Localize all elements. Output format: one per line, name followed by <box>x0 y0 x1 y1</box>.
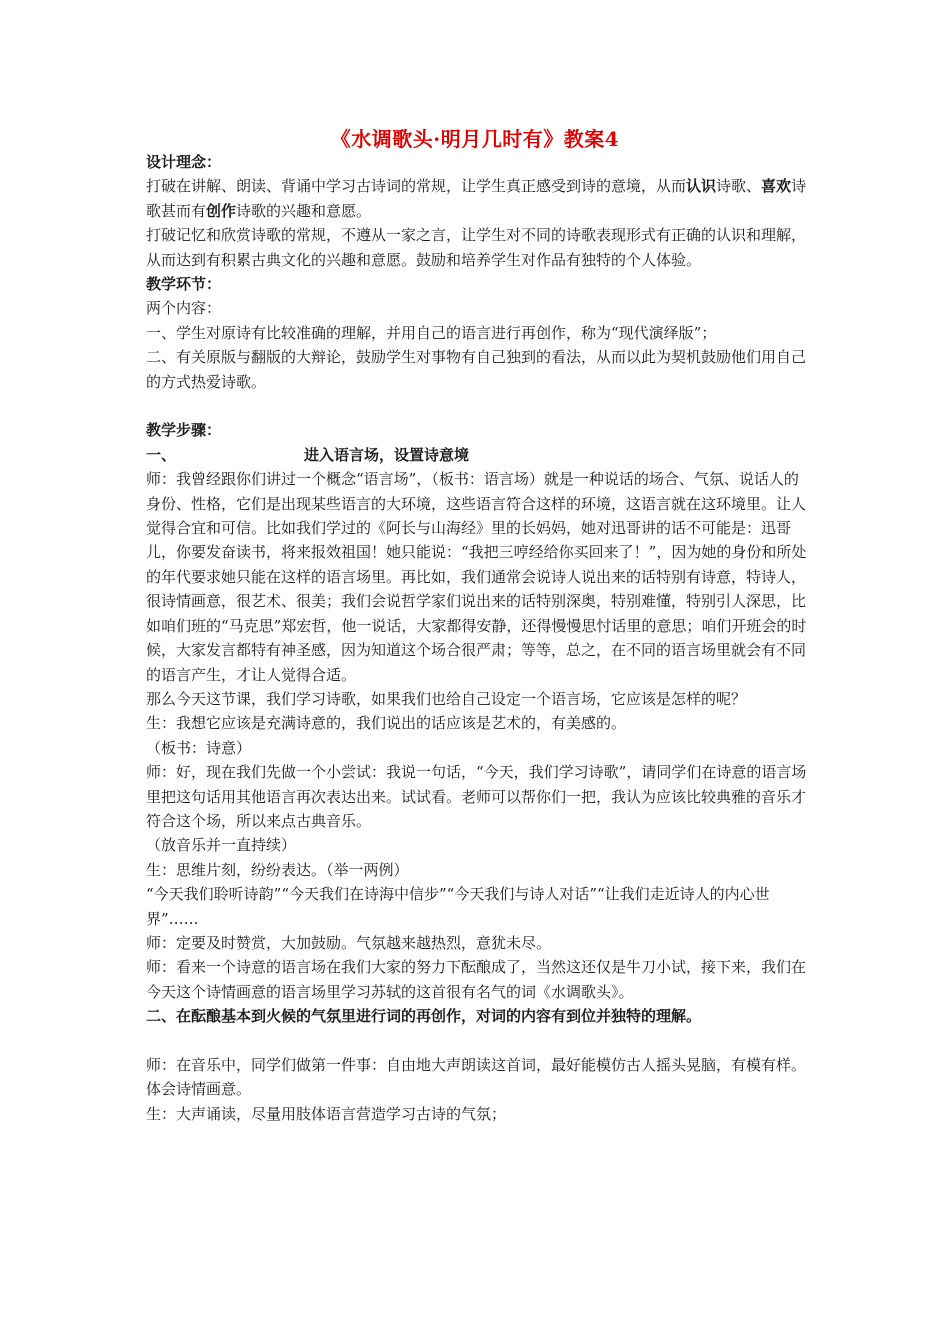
step-paragraph: 师：好，现在我们先做一个小尝试：我说一句话，“今天，我们学习诗歌”，请同学们在诗意的语言场里把这句话用其他语言再次表达出来。试试看。老师可以帮你们一把，我认为应该比较典雅的音乐才符合这个场，所以来点古典音乐。 <box>146 763 807 830</box>
design-heading: 设计理念： <box>146 153 222 171</box>
step-paragraph: “今天我们聆听诗韵”“今天我们在诗海中信步”“今天我们与诗人对话”“让我们走近诗人的内心世界”…… <box>146 885 770 928</box>
links-item-2: 二、有关原版与翻版的大辩论，鼓励学生对事物有自己独到的看法，从而以此为契机鼓励他们用自己的方式热爱诗歌。 <box>146 348 807 391</box>
step-2-heading: 二、在酝酿基本到火候的气氛里进行词的再创作，对词的内容有到位并独特的理解。 <box>146 1007 702 1026</box>
links-intro: 两个内容： <box>146 299 222 318</box>
document-body <box>146 150 811 1126</box>
step-paragraph: （放音乐并一直持续） <box>146 836 297 855</box>
spacer <box>146 394 811 418</box>
step-1-heading <box>146 443 811 467</box>
step-paragraph: 生：我想它应该是充满诗意的，我们说出的话应该是艺术的，有美感的。 <box>146 714 627 733</box>
text-run: 诗歌甚而有 <box>146 177 807 220</box>
step-paragraph: 那么今天这节课，我们学习诗歌，如果我们也给自己设定一个语言场，它应该是怎样的呢？ <box>146 689 747 708</box>
text-run: 诗歌、 <box>716 177 762 196</box>
bold-run: 喜欢 <box>761 177 792 196</box>
design-paragraph-2: 打破记忆和欣赏诗歌的常规，不遵从一家之言，让学生对不同的诗歌表现形式有正确的认识和理解，从而达到有积累古典文化的兴趣和意愿。鼓励和培养学生对作品有独特的个人体验。 <box>146 226 807 269</box>
step-1-title: 进入语言场，设置诗意境 <box>304 445 470 464</box>
steps-heading: 教学步骤： <box>146 421 222 440</box>
design-paragraph-1 <box>146 174 811 223</box>
step-paragraph: （板书：诗意） <box>146 738 252 757</box>
bold-run: 认识 <box>686 177 717 196</box>
step-paragraph: 生：思维片刻，纷纷表达。（举一两例） <box>146 860 409 879</box>
text-run: 诗歌的兴趣和意愿。 <box>236 201 372 220</box>
links-item-1: 一、学生对原诗有比较准确的理解，并用自己的语言进行再创作，称为“现代演绎版”； <box>146 323 717 342</box>
step-1-number: 一、 <box>146 445 177 464</box>
step-paragraph: 师：定要及时赞赏，大加鼓励。气氛越来越热烈，意犹未尽。 <box>146 933 552 952</box>
bold-run: 创作 <box>206 201 237 220</box>
document-title: 《水调歌头·明月几时有》教案4 <box>330 127 620 151</box>
text-run: 打破在讲解、朗读、背诵中学习古诗词的常规，让学生真正感受到诗的意境，从而 <box>146 177 687 196</box>
step-paragraph: 生：大声诵读，尽量用肢体语言营造学习古诗的气氛； <box>146 1104 507 1123</box>
step-paragraph: 师：在音乐中，同学们做第一件事：自由地大声朗读这首词，最好能模仿古人摇头晃脑，有模有样。体会诗情画意。 <box>146 1056 807 1099</box>
step-paragraph: 师：看来一个诗意的语言场在我们大家的努力下酝酿成了，当然这还仅是牛刀小试，接下来，我们在今天这个诗情画意的语言场里学习苏轼的这首很有名气的词《水调歌头》。 <box>146 958 807 1001</box>
links-heading: 教学环节： <box>146 275 222 294</box>
step-paragraph: 师：我曾经跟你们讲过一个概念“语言场”，（板书：语言场）就是一种说话的场合、气氛、说话人的身份、性格，它们是出现某些语言的大环境，这些语言符合这样的环境，这语言就在这环境里。让人觉得合宜和可信。比如我们学过的《阿长与山海经》里的长妈妈，她对迅哥讲的话不可能是：迅哥儿，你要发奋读书，将来报效祖国！她只能说：“我把三哼经给你买回来了！”，因为她的身份和所处的年代要求她只能在这样的语言场里。再比如，我们通常会说诗人说出来的话特别有诗意，特诗人，很诗情画意，很艺术、很美；我们会说哲学家们说出来的话特别深奥，特别难懂，特别引人深思，比如咱们班的“马克思”郑宏哲，他一说话，大家都得安静，还得慢慢思忖话里的意思；咱们开班会的时候，大家发言都特有神圣感，因为知道这个场合很严肃；等等，总之，在不同的语言场里就会有不同的语言产生，才让人觉得合适。 <box>146 470 807 684</box>
spacer <box>146 1029 811 1053</box>
